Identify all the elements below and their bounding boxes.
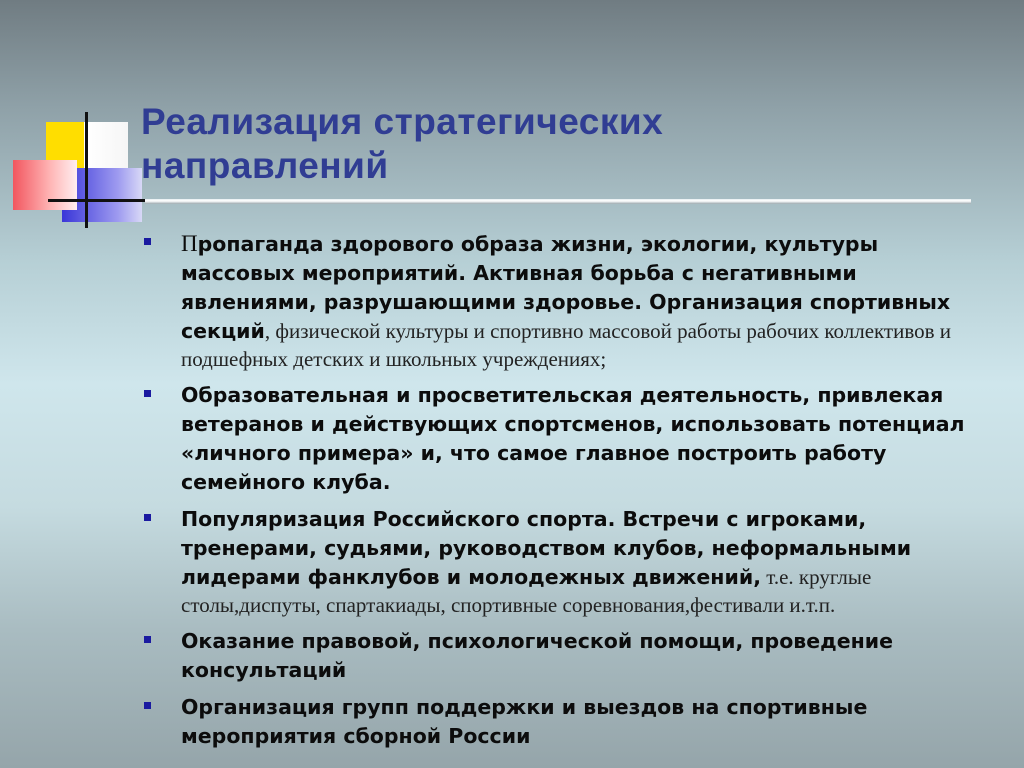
decorative-logo-squares: [0, 0, 150, 240]
bullet-icon: [144, 390, 151, 397]
item-bold-text: Организация групп поддержки и выездов на спортивные мероприятия сборной России: [181, 695, 868, 748]
vertical-line: [85, 112, 88, 228]
item-bold-text: Образовательная и просветительская деятельность, привлекая ветеранов и действующих спортсменов, использовать потенциал «личного примера» и, что самое главное построить работу семейного клуба.: [181, 383, 965, 494]
list-item: [0, 693, 1024, 751]
item-bold-text: Популяризация Российского спорта. Встречи с игроками, тренерами, судьями, руководством клубов, неформальными лидерами фанклубов и молодежных движений,: [181, 507, 912, 589]
red-square: [13, 160, 77, 210]
item-normal-text: , физической культуры и спортивно массовой работы рабочих коллективов и подшефных детских и школьных учреждениях;: [181, 319, 952, 371]
bullet-icon: [144, 514, 151, 521]
item-bold-text: ропаганда здорового образа жизни, экологии, культуры массовых мероприятий. Активная борьба с негативными явлениями, разрушающими здоровье. Организация спортивных секций: [181, 232, 951, 343]
horizontal-line: [48, 199, 148, 202]
white-square: [84, 122, 128, 168]
list-item: [0, 381, 1024, 497]
item-bold-text: Оказание правовой, психологической помощи, проведение консультаций: [181, 629, 894, 682]
title-line-2: направлений: [141, 145, 389, 186]
title-line-1: Реализация стратегических: [141, 101, 664, 142]
title-underline: [145, 199, 971, 204]
bullet-icon: [144, 636, 151, 643]
bullet-icon: [144, 238, 151, 245]
item-normal-text: т.е. круглые столы,диспуты, спартакиады, спортивные соревнования,фестивали и.т.п.: [181, 565, 872, 617]
bullet-list: [0, 229, 1024, 759]
bullet-icon: [144, 702, 151, 709]
item-first-letter: П: [181, 231, 198, 256]
list-item: [0, 627, 1024, 685]
slide-title: [141, 100, 901, 188]
list-item: [0, 505, 1024, 619]
list-item: [0, 229, 1024, 373]
